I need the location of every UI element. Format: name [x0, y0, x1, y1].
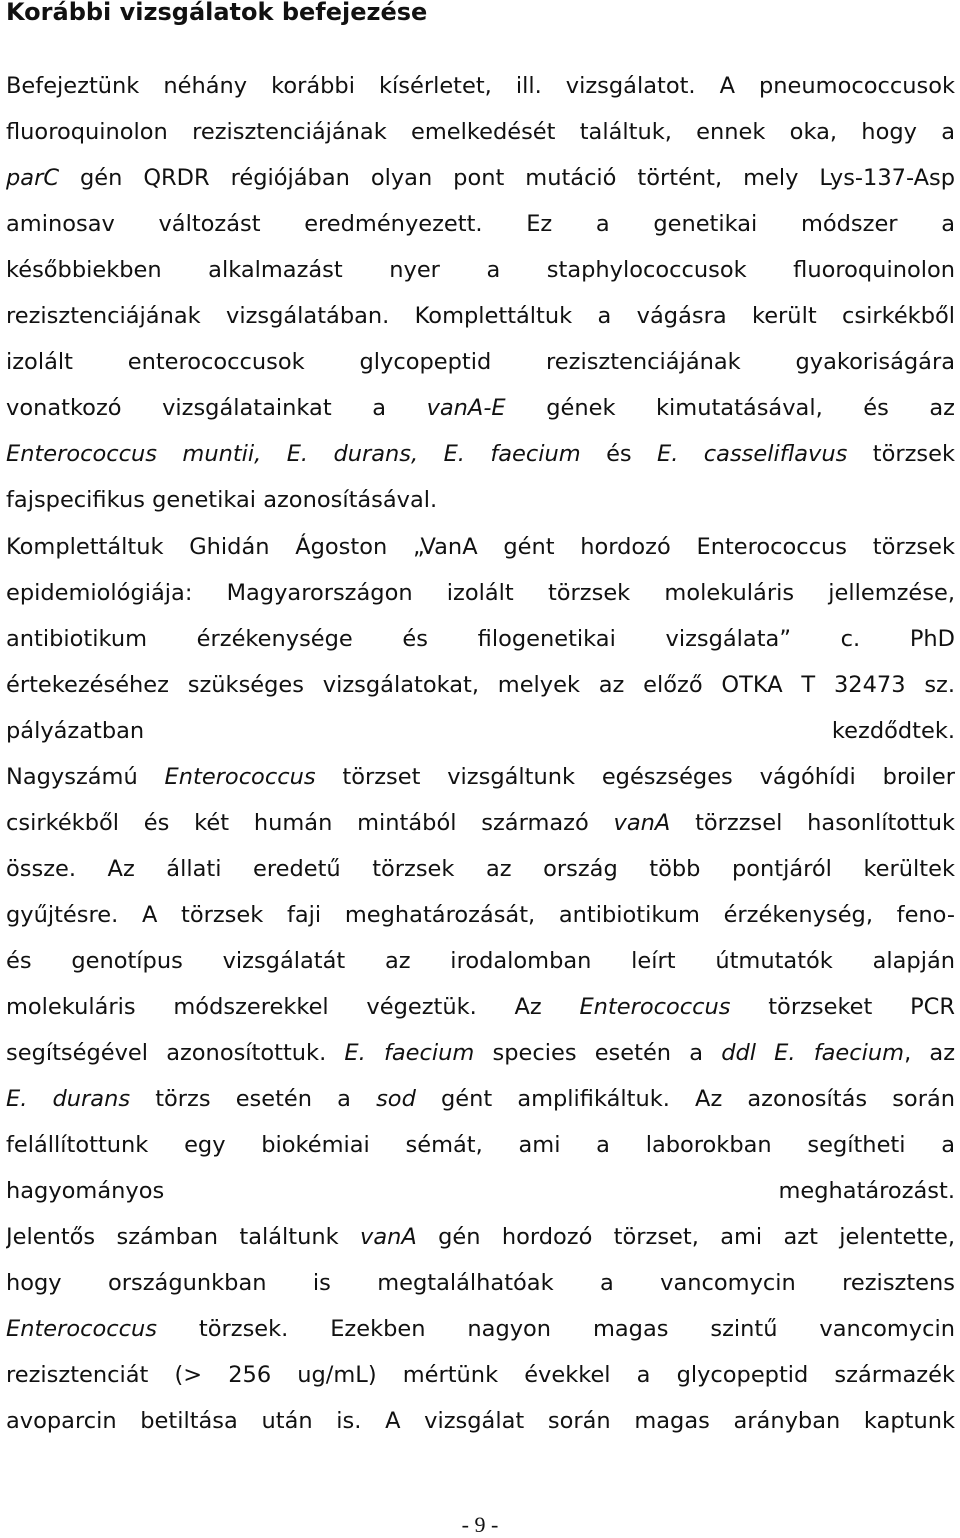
text-line: [6, 531, 955, 563]
text-segment: gént amplifikáltuk. Az azonosítás során: [415, 1086, 955, 1113]
text-segment: és: [580, 441, 658, 468]
text-line: [6, 853, 955, 885]
italic-text: E. casseliflavus: [657, 441, 848, 468]
text-segment: vonatkozó vizsgálatainkat a: [6, 395, 427, 422]
text-line: [6, 1175, 955, 1207]
text-line: [6, 1405, 955, 1437]
text-line: [6, 1313, 955, 1345]
text-line: [6, 899, 955, 931]
text-line: [6, 991, 955, 1023]
text-segment: gén QRDR régiójában olyan pont mutáció történt, mely Lys-137-Asp: [59, 165, 955, 192]
text-segment: törzs esetén a: [130, 1086, 377, 1113]
text-line: [6, 484, 955, 516]
text-line: [6, 1221, 955, 1253]
page-number: - 9 -: [461, 1512, 499, 1537]
text-segment: felállítottunk egy biokémiai sémát, ami a laborokban segítheti a: [6, 1132, 955, 1159]
italic-text: Enterococcus: [164, 763, 316, 790]
text-segment: aminosav változást eredményezett. Ez a genetikai módszer a: [6, 211, 955, 238]
text-segment: molekuláris módszerekkel végeztük. Az: [6, 994, 580, 1020]
text-line: [6, 1267, 955, 1299]
section-heading: Korábbi vizsgálatok befejezése: [6, 0, 428, 26]
text-line: [6, 438, 955, 470]
text-line: [6, 761, 955, 793]
text-segment: rezisztenciát (> 256 ug/mL) mértünk évekkel a glycopeptid származék: [6, 1362, 955, 1389]
text-segment: segítségével azonosítottuk.: [6, 1040, 345, 1067]
text-segment: fajspecifikus genetikai azonosításával.: [6, 487, 438, 514]
italic-text: vanA-E: [426, 395, 506, 422]
italic-text: Enterococcus: [579, 994, 731, 1020]
text-line: [6, 1083, 955, 1115]
italic-text: sod: [376, 1086, 416, 1113]
text-segment: törzseket PCR: [730, 994, 955, 1020]
text-line: [6, 807, 955, 839]
text-segment: törzsek: [847, 441, 955, 468]
italic-text: ddl E. faecium: [721, 1040, 905, 1067]
text-line: [6, 669, 955, 701]
text-segment: gének kimutatásával, és az: [505, 395, 955, 422]
text-segment: későbbiekben alkalmazást nyer a staphylococcusok fluoroquinolon: [6, 257, 955, 284]
text-segment: össze. Az állati eredetű törzsek az ország több pontjáról kerültek: [6, 855, 955, 882]
text-segment: pályázatban kezdődtek.: [6, 717, 955, 744]
text-line: [6, 208, 955, 240]
text-line: [6, 300, 955, 332]
text-line: [6, 392, 955, 424]
text-line: [6, 1129, 955, 1161]
text-line: [6, 945, 955, 977]
text-line: [6, 346, 955, 378]
text-segment: törzsek. Ezekben nagyon magas szintű vancomycin: [157, 1316, 955, 1343]
text-segment: antibiotikum érzékenysége és filogenetikai vizsgálata” c. PhD: [6, 625, 955, 652]
italic-text: Enterococcus: [6, 1316, 158, 1343]
text-line: [6, 623, 955, 655]
italic-text: vanA: [613, 809, 671, 836]
italic-text: E. durans: [6, 1086, 131, 1113]
text-segment: epidemiológiája: Magyarországon izolált törzsek molekuláris jellemzése,: [6, 579, 955, 606]
text-segment: törzset vizsgáltunk egészséges vágóhídi broiler: [315, 763, 955, 790]
text-segment: species esetén a: [474, 1040, 722, 1067]
italic-text: parC: [6, 165, 60, 192]
text-segment: Befejeztünk néhány korábbi kísérletet, ill. vizsgálatot. A pneumococcusok: [6, 73, 955, 99]
italic-text: E. faecium: [344, 1040, 475, 1067]
text-segment: rezisztenciájának vizsgálatában. Komplettáltuk a vágásra került csirkékből: [6, 303, 955, 330]
text-segment: értekezéséhez szükséges vizsgálatokat, melyek az előző OTKA T 32473 sz.: [6, 671, 955, 698]
text-line: [6, 715, 955, 747]
text-line: [6, 162, 955, 194]
italic-text: vanA: [360, 1224, 417, 1251]
text-line: [6, 254, 955, 286]
text-segment: hogy országunkban is megtalálhatóak a vancomycin rezisztens: [6, 1270, 955, 1297]
text-segment: avoparcin betiltása után is. A vizsgálat során magas arányban kaptunk: [6, 1408, 955, 1435]
text-segment: csirkékből és két humán mintából származó: [6, 809, 614, 836]
text-segment: Nagyszámú: [6, 763, 165, 790]
text-segment: törzzsel hasonlítottuk: [670, 809, 955, 836]
text-segment: , az: [904, 1040, 955, 1067]
text-segment: Jelentős számban találtunk: [6, 1224, 360, 1251]
text-segment: Komplettáltuk Ghidán Ágoston „VanA gént hordozó Enterococcus törzsek: [6, 533, 955, 560]
text-segment: gyűjtésre. A törzsek faji meghatározását, antibiotikum érzékenység, feno-: [6, 901, 955, 928]
text-line: [6, 116, 955, 148]
text-segment: izolált enterococcusok glycopeptid rezisztenciájának gyakoriságára: [6, 349, 955, 376]
text-line: [6, 1359, 955, 1391]
text-segment: fluoroquinolon rezisztenciájának emelkedését találtuk, ennek oka, hogy a: [6, 119, 955, 146]
text-line: [6, 577, 955, 609]
text-segment: hagyományos meghatározást.: [6, 1178, 955, 1205]
text-segment: gén hordozó törzset, ami azt jelentette,: [416, 1224, 955, 1251]
italic-text: Enterococcus muntii, E. durans, E. faecium: [6, 441, 581, 468]
text-line: [6, 1037, 955, 1069]
text-segment: és genotípus vizsgálatát az irodalomban leírt útmutatók alapján: [6, 947, 955, 974]
text-line: [6, 70, 955, 102]
